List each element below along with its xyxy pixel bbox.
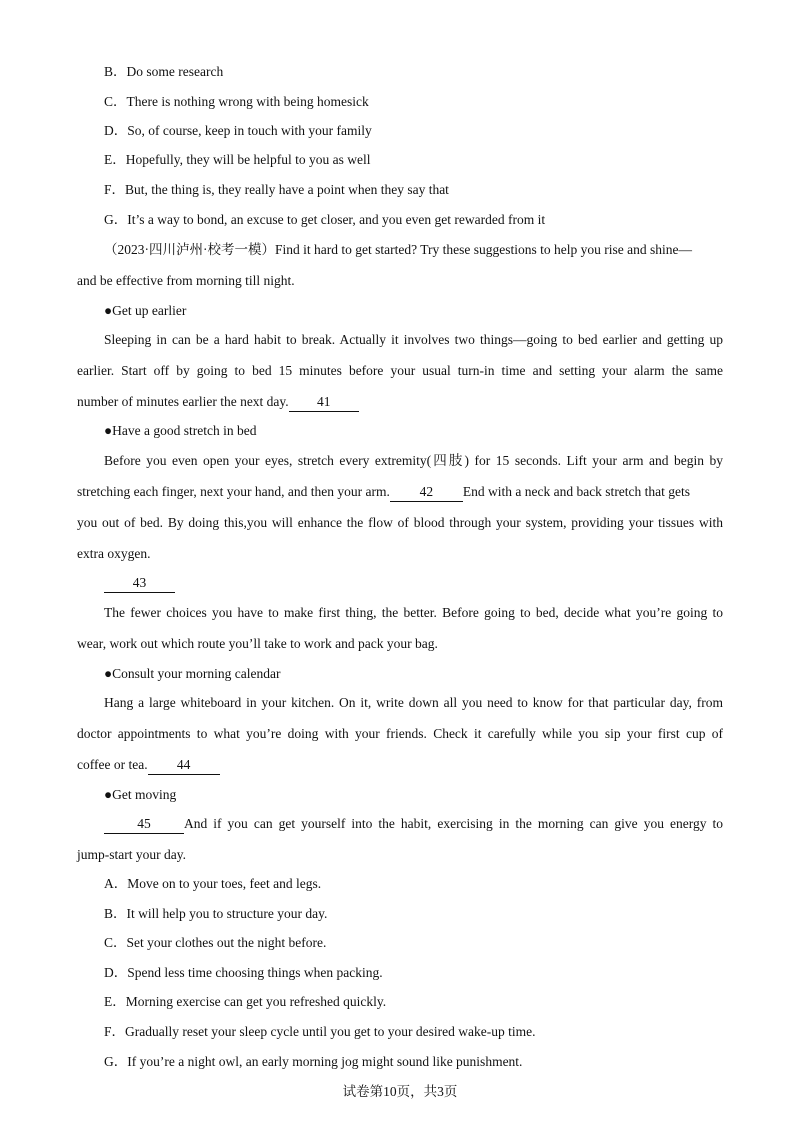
prev-option-c: C．There is nothing wrong with being homesick [104,94,369,109]
paragraph-4-line-1: Hang a large whiteboard in your kitchen. On it, write down all you need to know for that particular day, from [104,695,723,710]
blank-42[interactable]: 42 [390,483,463,502]
heading-get-moving: ●Get moving [104,787,177,802]
prev-option-d: D．So, of course, keep in touch with your family [104,123,372,138]
paragraph-1-text: number of minutes earlier the next day. [77,394,289,409]
option-b: B．It will help you to structure your day. [104,906,328,921]
option-a: A．Move on to your toes, feet and legs. [104,876,322,891]
option-g: G．If you’re a night owl, an early morning jog might sound like punishment. [104,1054,523,1069]
passage-intro-line-1: （2023·四川泸州·校考一模）Find it hard to get started? Try these suggestions to help you rise and shine— [104,242,692,257]
prev-option-f: F．But, the thing is, they really have a point when they say that [104,182,449,197]
paragraph-1-line-2: earlier. Start off by going to bed 15 minutes before your usual turn-in time and setting your alarm the same [77,363,723,378]
paragraph-5-text: And if you can get yourself into the habit, exercising in the morning can give you energy to [184,816,723,831]
blank-43-line [104,574,723,593]
blank-41[interactable]: 41 [289,393,359,412]
paragraph-2-line-2 [77,483,723,502]
paragraph-5-line-1 [104,815,723,834]
paragraph-1-line-1: Sleeping in can be a hard habit to break. Actually it involves two things—going to bed earlier and getting up [104,332,723,347]
paragraph-2-text-b: End with a neck and back stretch that gets [462,484,691,499]
paragraph-2-line-1: Before you even open your eyes, stretch every extremity(四肢) for 15 seconds. Lift your arm and begin by [104,453,723,468]
blank-43[interactable]: 43 [104,574,175,593]
option-e: E．Morning exercise can get you refreshed quickly. [104,994,387,1009]
blank-45[interactable]: 45 [104,815,184,834]
option-d: D．Spend less time choosing things when packing. [104,965,383,980]
paragraph-3-line-1: The fewer choices you have to make first thing, the better. Before going to bed, decide what you’re going to [104,605,723,620]
passage-intro-line-2: and be effective from morning till night. [77,273,295,288]
blank-44[interactable]: 44 [148,756,220,775]
paragraph-1-line-3 [77,393,723,412]
heading-get-up-earlier: ●Get up earlier [104,303,187,318]
paragraph-4-line-3 [77,756,723,775]
paragraph-4-text: coffee or tea. [77,757,148,772]
paragraph-2-line-3: you out of bed. By doing this,you will enhance the flow of blood through your system, providing your tissues with [77,515,723,530]
option-c: C．Set your clothes out the night before. [104,935,327,950]
prev-option-e: E．Hopefully, they will be helpful to you as well [104,152,371,167]
paragraph-2-line-4: extra oxygen. [77,546,151,561]
heading-consult-calendar: ●Consult your morning calendar [104,666,281,681]
option-f: F．Gradually reset your sleep cycle until you get to your desired wake-up time. [104,1024,536,1039]
paragraph-4-line-2: doctor appointments to what you’re doing with your friends. Check it carefully while you sip your first cup of [77,726,723,741]
paragraph-2-text-a: stretching each finger, next your hand, and then your arm. [77,484,390,499]
paragraph-5-line-2: jump-start your day. [77,847,186,862]
paragraph-3-line-2: wear, work out which route you’ll take to work and pack your bag. [77,636,438,651]
prev-option-b: B．Do some research [104,64,224,79]
page-footer: 试卷第10页，共3页 [342,1084,458,1099]
prev-option-g: G．It’s a way to bond, an excuse to get closer, and you even get rewarded from it [104,212,546,227]
heading-have-a-good-stretch: ●Have a good stretch in bed [104,423,257,438]
